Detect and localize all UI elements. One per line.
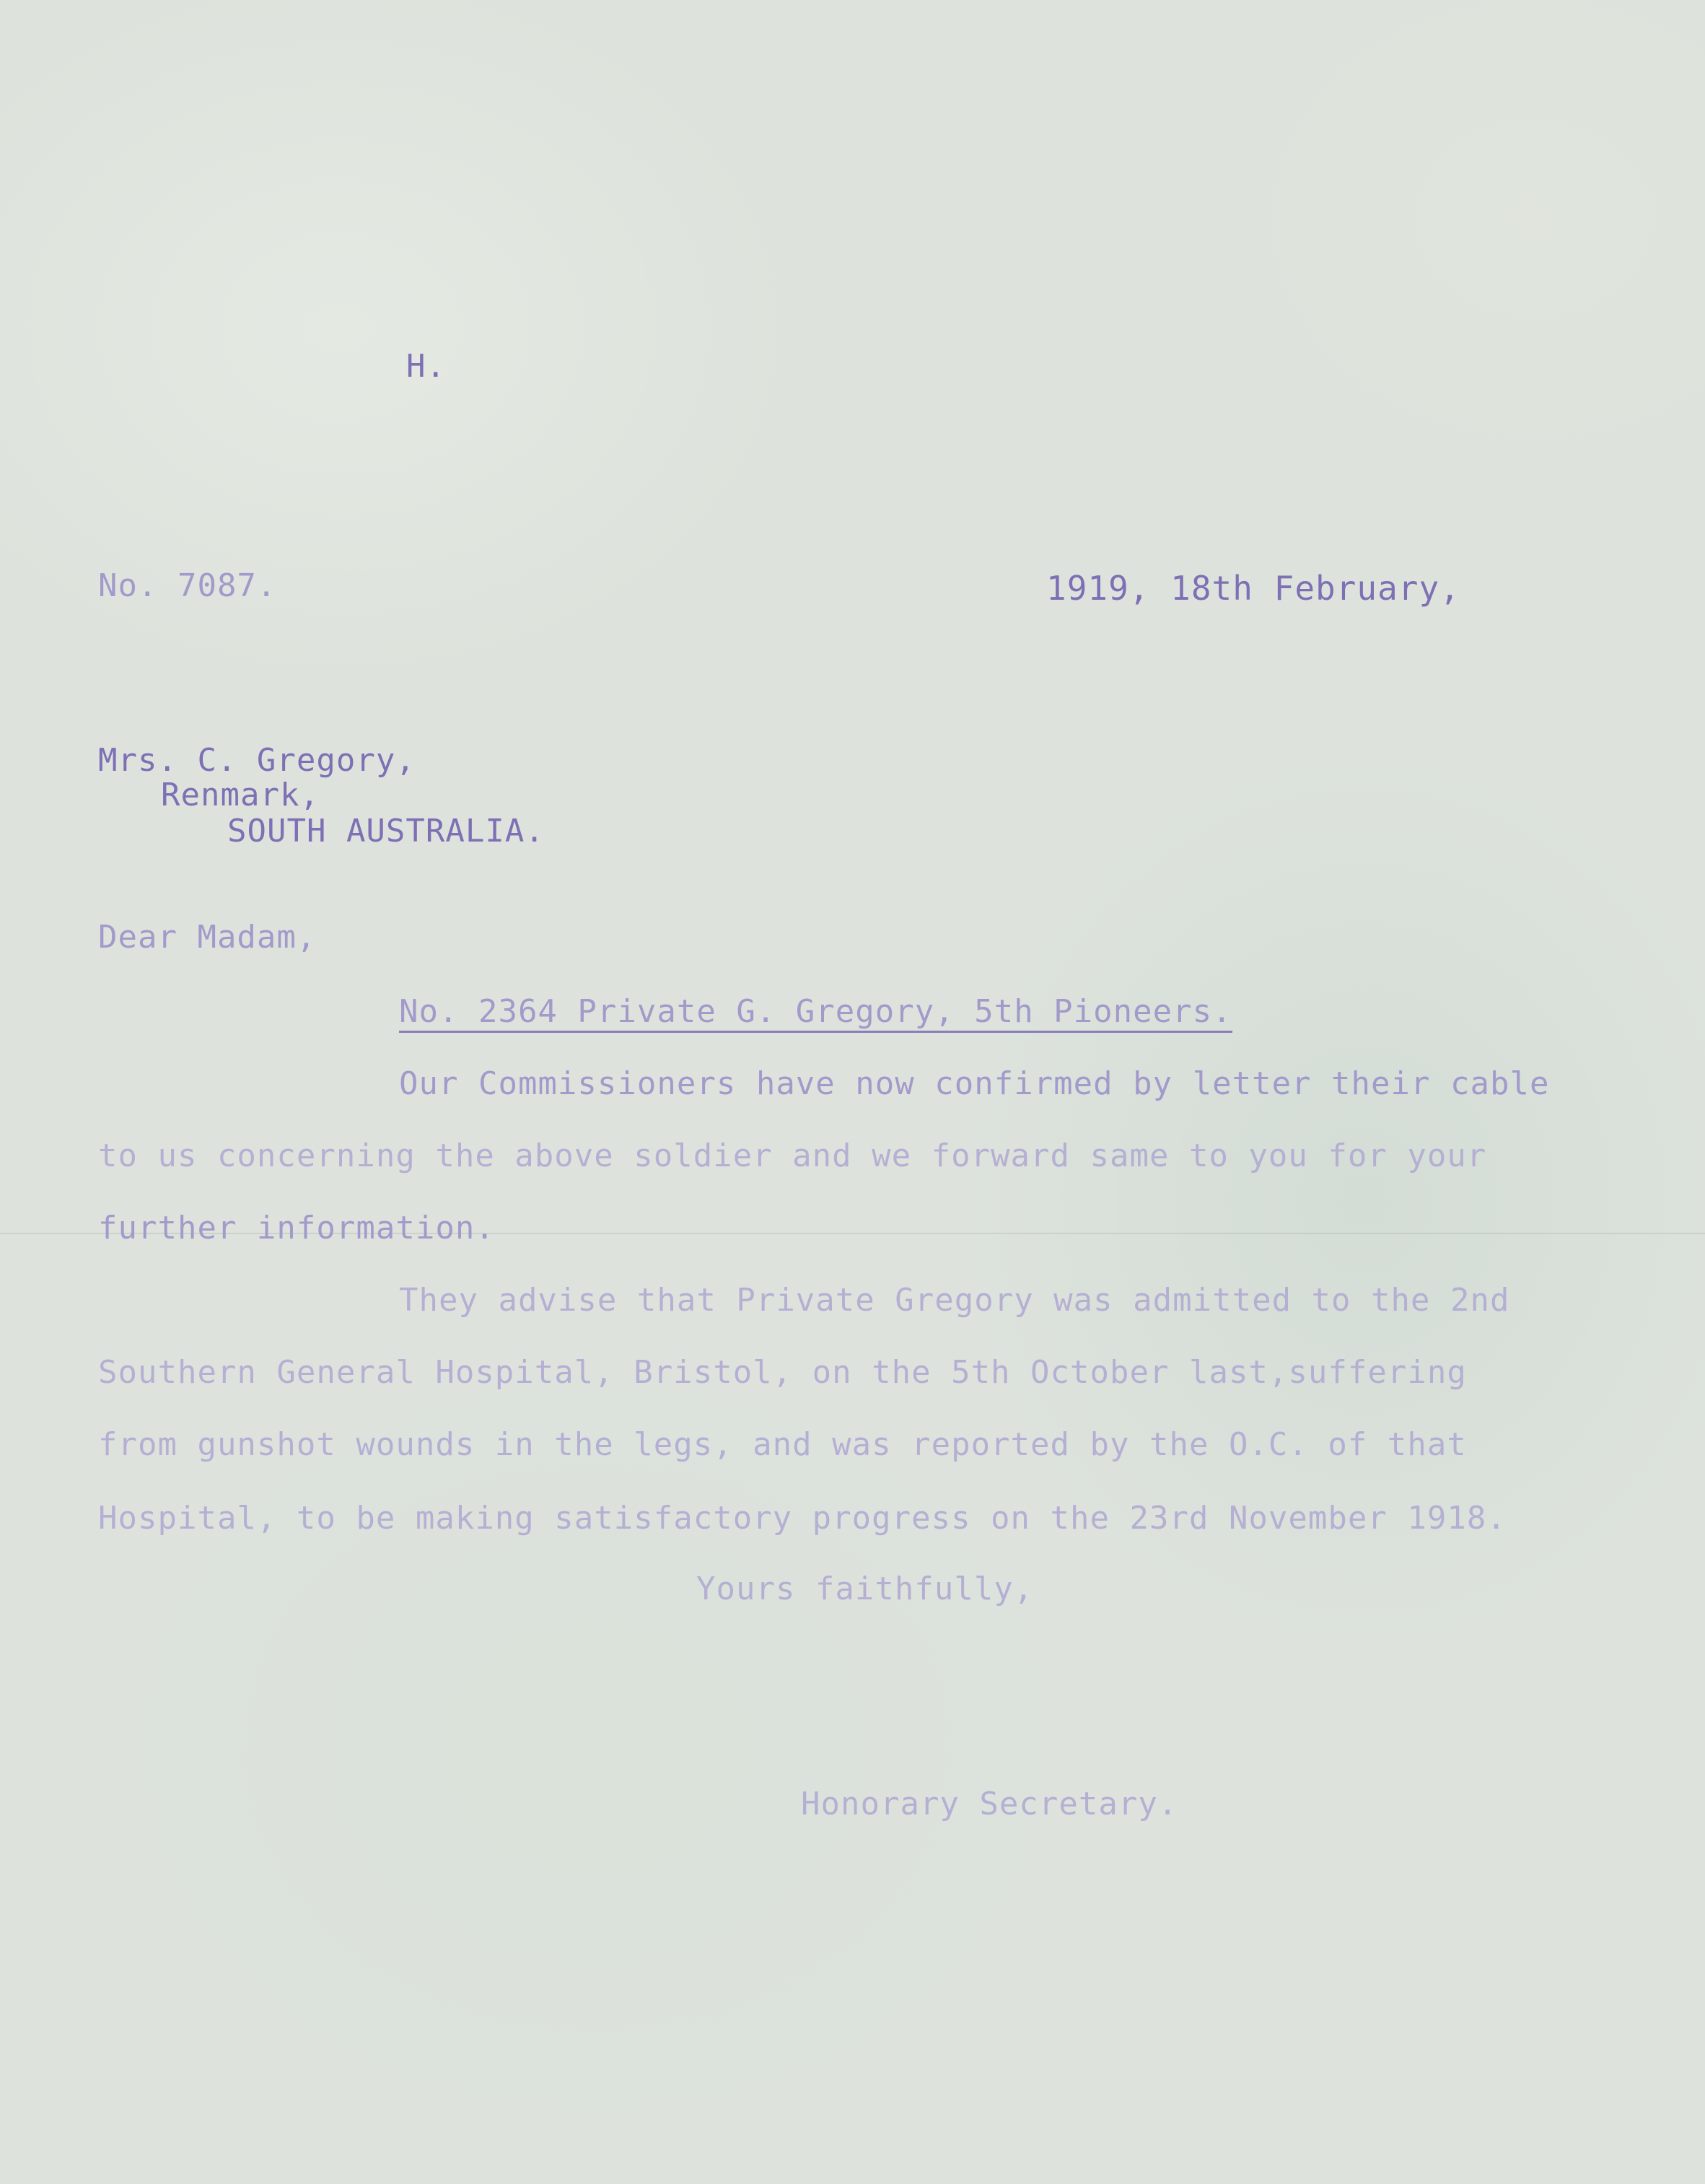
body-paragraph1-line1: Our Commissioners have now confirmed by letter their cable: [399, 1065, 1550, 1102]
recipient-town: Renmark,: [161, 777, 320, 813]
body-paragraph2-line1: They advise that Private Gregory was admitted to the 2nd: [399, 1282, 1510, 1319]
reference-number: No. 7087.: [98, 567, 277, 604]
body-paragraph2-line4: Hospital, to be making satisfactory progress on the 23rd November 1918.: [98, 1500, 1507, 1537]
file-mark: H.: [406, 348, 446, 385]
closing-phrase: Yours faithfully,: [696, 1571, 1034, 1607]
body-paragraph2-line3: from gunshot wounds in the legs, and was reported by the O.C. of that: [98, 1426, 1467, 1463]
subject-line: No. 2364 Private G. Gregory, 5th Pioneers.: [399, 996, 1232, 1033]
body-paragraph1-line2: to us concerning the above soldier and we forward same to you for your: [98, 1137, 1487, 1174]
recipient-name: Mrs. C. Gregory,: [98, 742, 416, 779]
recipient-state: SOUTH AUSTRALIA.: [227, 813, 545, 849]
salutation: Dear Madam,: [98, 919, 317, 956]
signature-title: Honorary Secretary.: [801, 1786, 1178, 1822]
letter-date: 1919, 18th February,: [1046, 569, 1460, 608]
body-paragraph2-line2: Southern General Hospital, Bristol, on the 5th October last,suffering: [98, 1354, 1467, 1391]
body-paragraph1-line3: further information.: [98, 1210, 495, 1246]
